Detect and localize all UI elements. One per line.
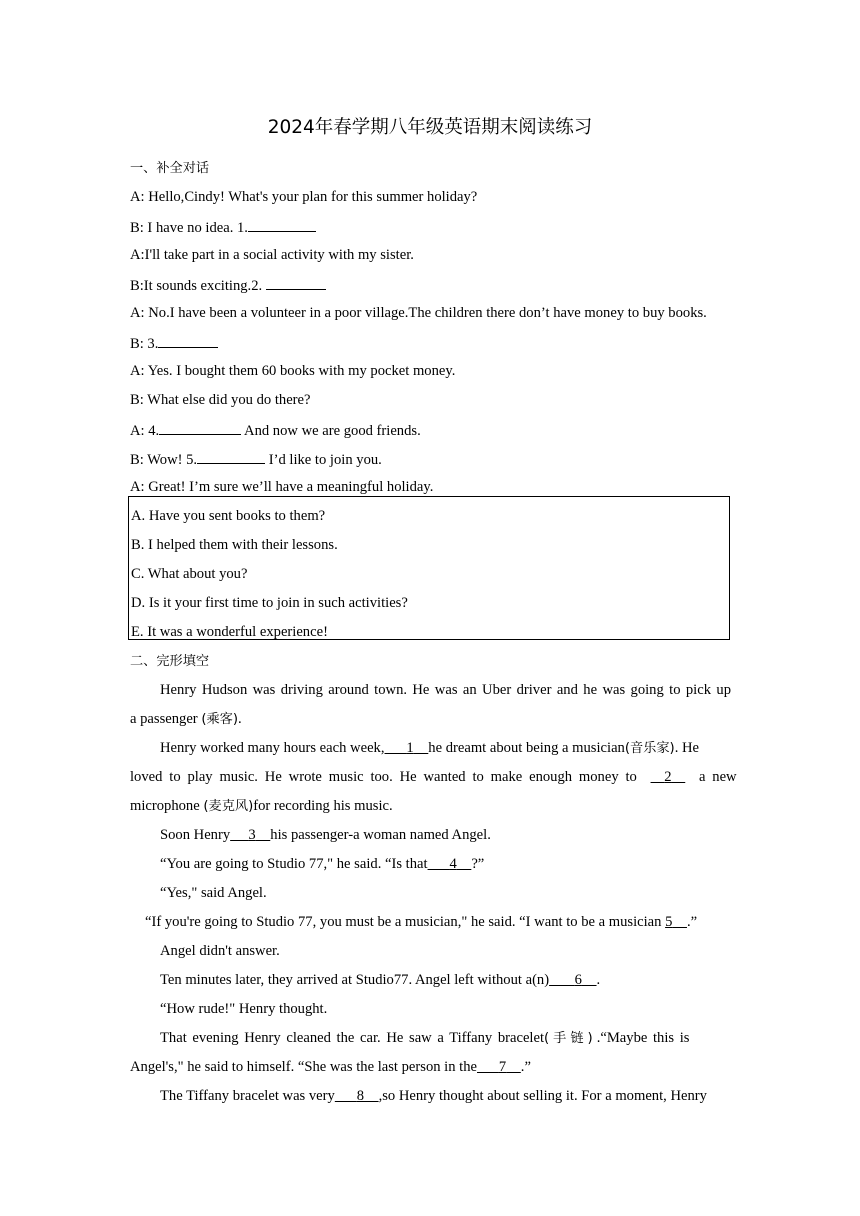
cloze-blank-1[interactable]: 1 (406, 740, 414, 756)
passage-line: Henry Hudson was driving around town. He was an Uber driver and he was going to pick up (160, 682, 731, 698)
option-item: C. What about you? (131, 566, 248, 582)
section-heading-dialogue: 一、补全对话 (130, 161, 210, 176)
passage-line: “You are going to Studio 77," he said. “Is that 4 ?” (160, 856, 485, 872)
dialogue-line: A:I'll take part in a social activity with my sister. (130, 247, 414, 263)
passage-line: Angel's," he said to himself. “She was the last person in the 7 .” (130, 1059, 531, 1075)
dialogue-line: A: Yes. I bought them 60 books with my pocket money. (130, 363, 456, 379)
passage-line: “Yes," said Angel. (160, 885, 267, 901)
cloze-blank-5[interactable]: 5 (665, 914, 673, 930)
answer-blank-2[interactable] (266, 275, 326, 290)
dialogue-line: B: Wow! 5. I’d like to join you. (130, 449, 382, 470)
dialogue-line: A: Great! I’m sure we’ll have a meaningful holiday. (130, 479, 434, 495)
answer-blank-4[interactable] (159, 420, 241, 435)
section-heading-cloze: 二、完形填空 (130, 654, 210, 669)
dialogue-line: B: What else did you do there? (130, 392, 311, 408)
options-box (128, 496, 730, 640)
page-title: 2024年春学期八年级英语期末阅读练习 (267, 117, 593, 138)
option-item: E. It was a wonderful experience! (131, 624, 328, 640)
passage-line: loved to play music. He wrote music too. He wanted to make enough money to 2 a new (130, 769, 737, 785)
dialogue-line: B:It sounds exciting.2. (130, 275, 326, 296)
passage-line: microphone (麦克风)for recording his music. (130, 798, 393, 814)
option-item: A. Have you sent books to them? (131, 508, 326, 524)
cloze-blank-8[interactable]: 8 (356, 1088, 364, 1104)
answer-blank-5[interactable] (197, 449, 265, 464)
passage-line: Soon Henry 3 his passenger-a woman named Angel. (160, 827, 491, 843)
answer-blank-1[interactable] (248, 217, 316, 232)
passage-line: That evening Henry cleaned the car. He saw a Tiffany bracelet(手链).“Maybe this is (160, 1030, 690, 1046)
cloze-blank-4[interactable]: 4 (449, 856, 457, 872)
dialogue-line: B: 3. (130, 333, 218, 354)
cloze-blank-2[interactable]: 2 (664, 769, 672, 785)
passage-line: Angel didn't answer. (160, 943, 280, 959)
passage-line: Ten minutes later, they arrived at Studio77. Angel left without a(n) 6 . (160, 972, 601, 988)
passage-line: “How rude!" Henry thought. (160, 1001, 328, 1017)
answer-blank-3[interactable] (158, 333, 218, 348)
dialogue-line: A: 4. And now we are good friends. (130, 420, 421, 441)
dialogue-line: A: Hello,Cindy! What's your plan for this summer holiday? (130, 189, 478, 205)
dialogue-line: A: No.I have been a volunteer in a poor village.The children there don’t have money to buy books. (130, 305, 707, 321)
option-item: B. I helped them with their lessons. (131, 537, 338, 553)
passage-line: a passenger (乘客). (130, 711, 242, 727)
cloze-blank-6[interactable]: 6 (574, 972, 582, 988)
cloze-blank-7[interactable]: 7 (498, 1059, 507, 1075)
dialogue-line: B: I have no idea. 1. (130, 217, 316, 238)
passage-line: Henry worked many hours each week, 1 he dreamt about being a musician(音乐家). He (160, 740, 700, 756)
passage-line: “If you're going to Studio 77, you must be a musician," he said. “I want to be a musician 5 .” (145, 914, 698, 930)
option-item: D. Is it your first time to join in such activities? (131, 595, 408, 611)
cloze-blank-3[interactable]: 3 (248, 827, 256, 843)
passage-line: The Tiffany bracelet was very 8 ,so Henry thought about selling it. For a moment, Henry (160, 1088, 707, 1104)
